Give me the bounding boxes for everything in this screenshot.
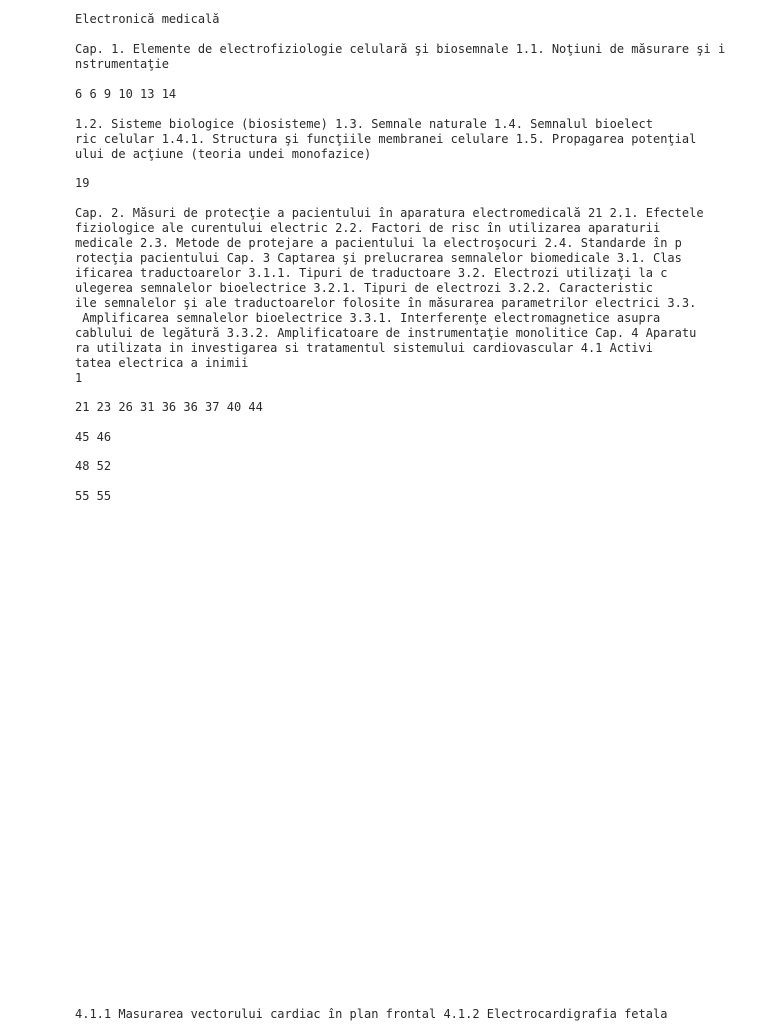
page-numbers-line: 19 (75, 176, 90, 190)
text-line: Cap. 1. Elemente de electrofiziologie celulară şi biosemnale 1.1. Noţiuni de măsurare şi i (75, 42, 726, 56)
text-line: fiziologice ale curentului electric 2.2. Factori de risc în utilizarea aparaturii (75, 221, 661, 235)
document-title: Electronică medicală (75, 12, 220, 26)
text-line: Amplificarea semnalelor bioelectrice 3.3.1. Interferenţe electromagnetice asupra (75, 311, 661, 325)
text-line: cablului de legătură 3.3.2. Amplificatoare de instrumentaţie monolitice Cap. 4 Aparatu (75, 326, 697, 340)
footer-text-line: 4.1.1 Masurarea vectorului cardiac în plan frontal 4.1.2 Electrocardigrafia fetala (75, 1007, 668, 1021)
page-numbers-line: 6 6 9 10 13 14 (75, 87, 177, 101)
text-line: ificarea traductoarelor 3.1.1. Tipuri de traductoare 3.2. Electrozi utilizaţi la c (75, 266, 668, 280)
text-line: ile semnalelor şi ale traductoarelor folosite în măsurarea parametrilor electrici 3.3. (75, 296, 697, 310)
text-line: ulegerea semnalelor bioelectrice 3.2.1. Tipuri de electrozi 3.2.2. Caracteristic (75, 281, 653, 295)
text-line: rotecţia pacientului Cap. 3 Captarea şi prelucrarea semnalelor biomedicale 3.1. Clas (75, 251, 682, 265)
text-line: ric celular 1.4.1. Structura şi funcţiile membranei celulare 1.5. Propagarea potenţial (75, 132, 697, 146)
text-line: tatea electrica a inimii (75, 356, 249, 370)
text-line: 1 (75, 371, 83, 385)
text-line: Cap. 2. Măsuri de protecţie a pacientului în aparatura electromedicală 21 2.1. Efectele (75, 206, 704, 220)
page-numbers-line: 21 23 26 31 36 36 37 40 44 (75, 400, 263, 414)
text-line: nstrumentaţie (75, 57, 169, 71)
page-numbers-line: 45 46 (75, 430, 112, 444)
text-line: 1.2. Sisteme biologice (biosisteme) 1.3. Semnale naturale 1.4. Semnalul bioelect (75, 117, 653, 131)
text-line: medicale 2.3. Metode de protejare a pacientului la electroşocuri 2.4. Standarde în p (75, 236, 682, 250)
text-line: ra utilizata in investigarea si tratamentul sistemului cardiovascular 4.1 Activi (75, 341, 653, 355)
text-line: ului de acţiune (teoria undei monofazice) (75, 147, 372, 161)
page-numbers-line: 48 52 (75, 459, 112, 473)
page-numbers-line: 55 55 (75, 489, 112, 503)
